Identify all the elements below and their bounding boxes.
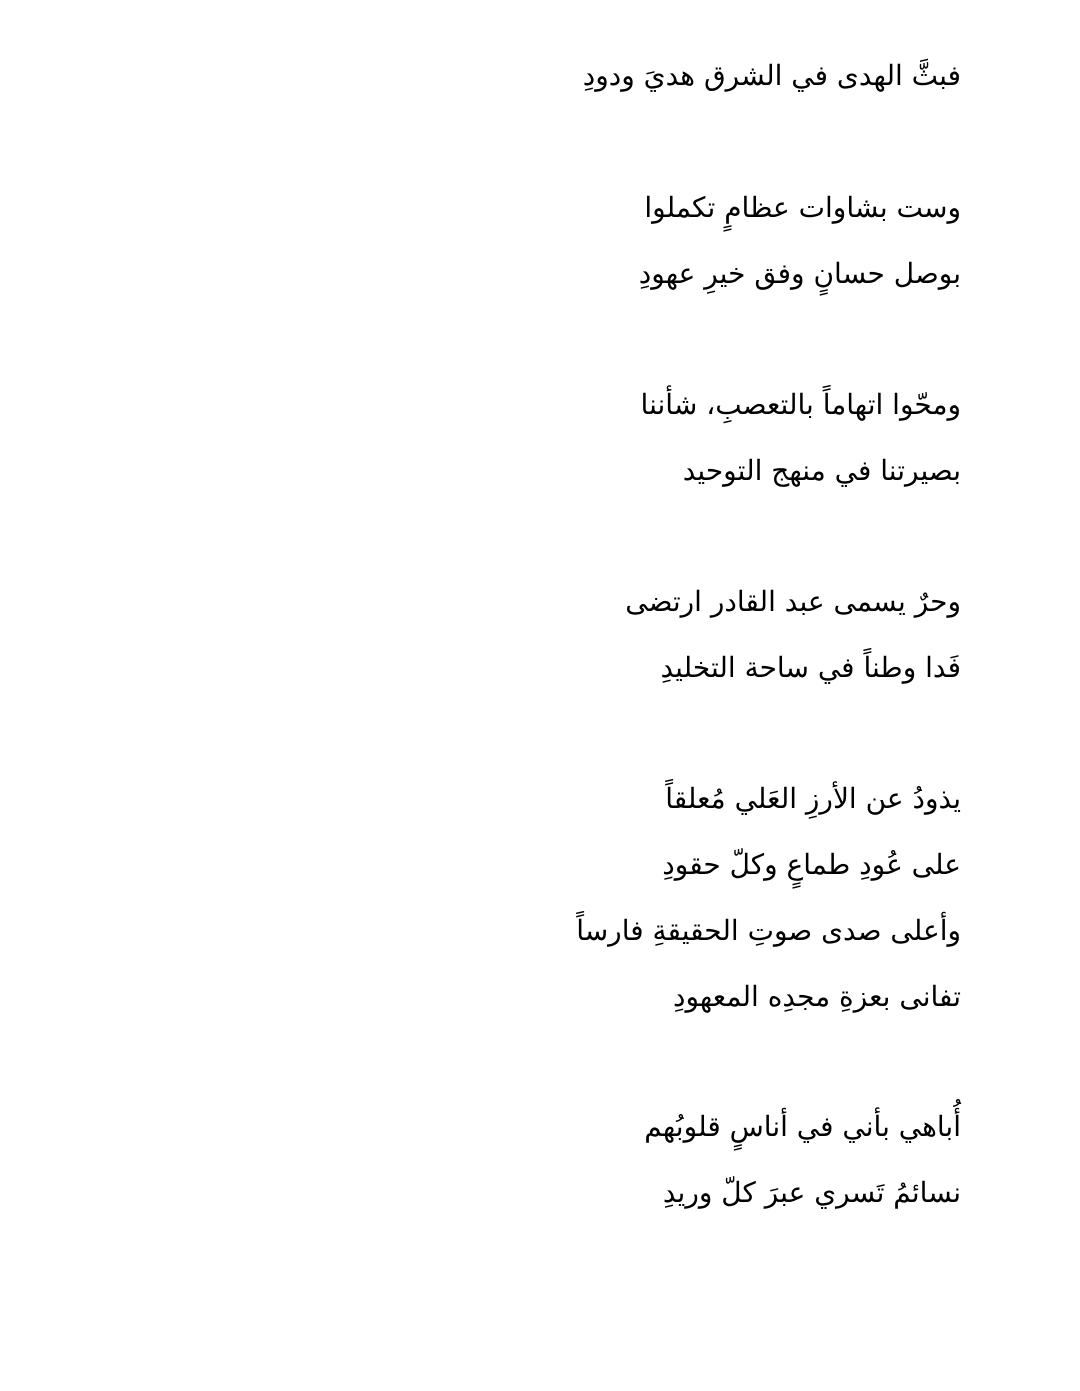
poem-line-4: ومحّوا اتهاماً بالتعصبِ، شأننا — [640, 388, 961, 421]
poem-line-11: تفانى بعزةِ مجدِه المعهودِ — [672, 980, 961, 1013]
poem-line-7: فَدا وطناً في ساحة التخليدِ — [660, 651, 961, 684]
poem-line-3: بوصل حسانٍ وفق خيرِ عهودِ — [638, 257, 961, 290]
poem-line-8: يذودُ عن الأرزِ العَلي مُعلقاً — [665, 782, 961, 815]
poem-line-13: نسائمُ تَسري عبرَ كلّ وريدِ — [662, 1176, 961, 1209]
poem-line-12: أُباهي بأني في أناسٍ قلوبُهم — [644, 1110, 961, 1143]
poem-line-2: وست بشاوات عظامٍ تكملوا — [644, 191, 961, 224]
poem-line-10: وأعلى صدى صوتِ الحقيقةِ فارساً — [576, 914, 961, 947]
poem-line-6: وحرٌ يسمى عبد القادر ارتضى — [625, 585, 961, 618]
poem-line-9: على عُودِ طماعٍ وكلّ حقودِ — [662, 848, 961, 881]
poem-line-1: فبثَّ الهدى في الشرق هديَ ودودِ — [582, 59, 961, 92]
poem-line-5: بصيرتنا في منهج التوحيد — [682, 454, 961, 487]
